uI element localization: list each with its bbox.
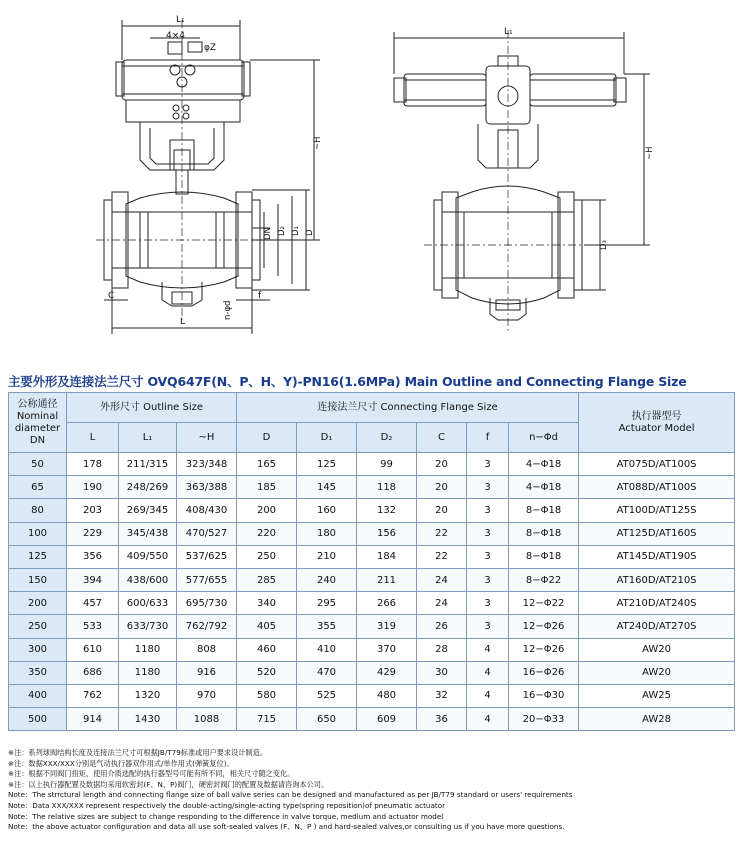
table-cell: AT125D/AT160S xyxy=(579,522,735,545)
table-cell: 762 xyxy=(67,684,119,707)
table-cell: 4 xyxy=(467,708,509,731)
table-cell: AT075D/AT100S xyxy=(579,453,735,476)
table-cell: 3 xyxy=(467,592,509,615)
left-front-view xyxy=(96,20,320,334)
table-cell: 537/625 xyxy=(177,545,237,568)
table-cell: 211 xyxy=(357,568,417,591)
table-row xyxy=(9,499,735,522)
table-row xyxy=(9,568,735,591)
table-cell: 1088 xyxy=(177,708,237,731)
dim-label-h-right: ~H xyxy=(645,146,655,160)
table-cell: 248/269 xyxy=(119,476,177,499)
table-cell: 3 xyxy=(467,476,509,499)
table-row xyxy=(9,615,735,638)
table-cell: 363/388 xyxy=(177,476,237,499)
dim-label-n-phi-d: n-φd xyxy=(223,300,233,320)
table-cell: 470/527 xyxy=(177,522,237,545)
valve-technical-drawings xyxy=(0,0,739,352)
table-cell: 1180 xyxy=(119,638,177,661)
right-side-view xyxy=(394,30,650,334)
table-cell: 8−Φ18 xyxy=(509,499,579,522)
table-cell: 24 xyxy=(417,568,467,591)
table-cell: 8−Φ22 xyxy=(509,568,579,591)
table-cell: 132 xyxy=(357,499,417,522)
dn-cell: 100 xyxy=(9,522,67,545)
table-cell: 4−Φ18 xyxy=(509,476,579,499)
table-cell: AW20 xyxy=(579,638,735,661)
table-cell: 220 xyxy=(237,522,297,545)
table-row xyxy=(9,638,735,661)
table-cell: 22 xyxy=(417,545,467,568)
dn-cell: 400 xyxy=(9,684,67,707)
table-cell: 125 xyxy=(297,453,357,476)
table-cell: 36 xyxy=(417,708,467,731)
table-cell: 22 xyxy=(417,522,467,545)
dn-cell: 250 xyxy=(9,615,67,638)
table-cell: AW20 xyxy=(579,661,735,684)
table-cell: 533 xyxy=(67,615,119,638)
table-cell: 695/730 xyxy=(177,592,237,615)
column-header: L₁ xyxy=(119,423,177,453)
table-cell: 319 xyxy=(357,615,417,638)
table-cell: AT240D/AT270S xyxy=(579,615,735,638)
table-cell: 12−Φ26 xyxy=(509,615,579,638)
table-row xyxy=(9,592,735,615)
table-row xyxy=(9,661,735,684)
dim-label-h-left: ~H xyxy=(313,136,323,150)
table-cell: 408/430 xyxy=(177,499,237,522)
note-line: ※注：系列球阀结构长度及连接法兰尺寸可根据JB/T79标准或用户要求设计制造。 xyxy=(8,748,268,757)
dim-label-f: f xyxy=(258,291,262,301)
table-cell: 99 xyxy=(357,453,417,476)
table-cell: 24 xyxy=(417,592,467,615)
column-header: L xyxy=(67,423,119,453)
note-line: ※注：数据XXX/XXX分别是气动执行器双作用式/单作用式(弹簧复位)。 xyxy=(8,758,234,768)
dn-cell: 300 xyxy=(9,638,67,661)
table-row xyxy=(9,708,735,731)
column-header: f xyxy=(467,423,509,453)
table-row xyxy=(9,545,735,568)
table-cell: 323/348 xyxy=(177,453,237,476)
table-cell: 460 xyxy=(237,638,297,661)
table-cell: 165 xyxy=(237,453,297,476)
table-cell: 480 xyxy=(357,684,417,707)
table-cell: 26 xyxy=(417,615,467,638)
table-cell: 580 xyxy=(237,684,297,707)
table-cell: 3 xyxy=(467,499,509,522)
table-cell: 3 xyxy=(467,615,509,638)
table-cell: 600/633 xyxy=(119,592,177,615)
dn-cell: 125 xyxy=(9,545,67,568)
table-cell: 610 xyxy=(67,638,119,661)
table-cell: 1430 xyxy=(119,708,177,731)
table-cell: 8−Φ18 xyxy=(509,522,579,545)
note-line: Note：The strrctural length and connecting flange size of ball valve series can be designed and manufactured as per JB/T79 standard or users' requirements xyxy=(8,790,573,800)
dn-cell: 200 xyxy=(9,592,67,615)
dim-label-d1: D₁ xyxy=(291,226,301,236)
table-cell: 356 xyxy=(67,545,119,568)
table-cell: AT145D/AT190S xyxy=(579,545,735,568)
table-cell: 650 xyxy=(297,708,357,731)
dim-label-dn: DN xyxy=(263,227,273,240)
table-cell: 370 xyxy=(357,638,417,661)
column-header: D₂ xyxy=(357,423,417,453)
table-cell: AW28 xyxy=(579,708,735,731)
column-header: C xyxy=(417,423,467,453)
dn-cell: 50 xyxy=(9,453,67,476)
table-cell: 715 xyxy=(237,708,297,731)
table-cell: 12−Φ26 xyxy=(509,638,579,661)
table-cell: 4−Φ18 xyxy=(509,453,579,476)
table-cell: 240 xyxy=(297,568,357,591)
table-cell: 269/345 xyxy=(119,499,177,522)
table-cell: 16−Φ26 xyxy=(509,661,579,684)
table-cell: 409/550 xyxy=(119,545,177,568)
table-cell: 916 xyxy=(177,661,237,684)
table-cell: 20 xyxy=(417,499,467,522)
table-cell: 686 xyxy=(67,661,119,684)
dim-label-c: C xyxy=(108,291,115,301)
table-cell: 970 xyxy=(177,684,237,707)
connecting-flange-header: 连接法兰尺寸 Connecting Flange Size xyxy=(237,393,579,423)
actuator-model-header: 执行器型号 Actuator Model xyxy=(579,393,735,453)
table-cell: 340 xyxy=(237,592,297,615)
table-cell: 185 xyxy=(237,476,297,499)
table-cell: 30 xyxy=(417,661,467,684)
table-row xyxy=(9,522,735,545)
dim-label-4x4: 4×4 xyxy=(166,31,185,41)
table-cell: 525 xyxy=(297,684,357,707)
table-cell: 609 xyxy=(357,708,417,731)
dim-label-d2: D₂ xyxy=(277,226,287,236)
column-header: n−Φd xyxy=(509,423,579,453)
table-cell: 211/315 xyxy=(119,453,177,476)
table-cell: 32 xyxy=(417,684,467,707)
flange-size-table xyxy=(8,392,735,731)
table-cell: 200 xyxy=(237,499,297,522)
table-cell: 20 xyxy=(417,453,467,476)
table-cell: 457 xyxy=(67,592,119,615)
table-row xyxy=(9,453,735,476)
table-cell: 762/792 xyxy=(177,615,237,638)
column-header: D xyxy=(237,423,297,453)
table-row xyxy=(9,684,735,707)
dn-cell: 65 xyxy=(9,476,67,499)
table-title: 主要外形及连接法兰尺寸 OVQ647F(N、P、H、Y)-PN16(1.6MPa) Main Outline and Connecting Flange Size xyxy=(8,374,687,389)
column-header: D₁ xyxy=(297,423,357,453)
note-line: Note：the above actuator configuration and data all use soft-sealed valves (F、N、P ) and hard-sealed valves,or consulting us if you have more questions. xyxy=(8,822,565,832)
dn-header: 公称通径 Nominal diameter DN xyxy=(9,393,67,453)
dim-label-phi-z: φZ xyxy=(204,43,217,53)
dn-cell: 80 xyxy=(9,499,67,522)
table-cell: 914 xyxy=(67,708,119,731)
table-cell: AW25 xyxy=(579,684,735,707)
table-cell: 394 xyxy=(67,568,119,591)
table-cell: 190 xyxy=(67,476,119,499)
table-cell: AT210D/AT240S xyxy=(579,592,735,615)
table-cell: 203 xyxy=(67,499,119,522)
table-cell: 577/655 xyxy=(177,568,237,591)
table-cell: AT100D/AT125S xyxy=(579,499,735,522)
dn-cell: 500 xyxy=(9,708,67,731)
table-cell: 438/600 xyxy=(119,568,177,591)
table-cell: 345/438 xyxy=(119,522,177,545)
dim-label-l: L xyxy=(180,317,186,327)
table-cell: 4 xyxy=(467,661,509,684)
dn-cell: 350 xyxy=(9,661,67,684)
table-cell: 633/730 xyxy=(119,615,177,638)
table-cell: 355 xyxy=(297,615,357,638)
dim-label-l1: L₁ xyxy=(176,15,185,25)
table-cell: 145 xyxy=(297,476,357,499)
note-line: Note：Data XXX/XXX represent respectively the double-acting/single-acting type(spring reposition)of pneumatic actuator xyxy=(8,800,446,810)
table-cell: 180 xyxy=(297,522,357,545)
dn-cell: 150 xyxy=(9,568,67,591)
table-cell: 1180 xyxy=(119,661,177,684)
table-cell: 808 xyxy=(177,638,237,661)
table-cell: 229 xyxy=(67,522,119,545)
dim-label-d: D xyxy=(305,229,315,236)
table-cell: AT160D/AT210S xyxy=(579,568,735,591)
table-cell: 210 xyxy=(297,545,357,568)
table-cell: 3 xyxy=(467,545,509,568)
note-line: ※注：以上执行器配置及数据均采用软密封(F、N、P)阀门，硬密封阀门的配置及数据请咨询本公司。 xyxy=(8,779,329,789)
table-cell: 160 xyxy=(297,499,357,522)
table-cell: 28 xyxy=(417,638,467,661)
table-row xyxy=(9,476,735,499)
column-header: ~H xyxy=(177,423,237,453)
table-cell: 410 xyxy=(297,638,357,661)
table-cell: 250 xyxy=(237,545,297,568)
note-line: Note：The relative sizes are subject to change responding to the difference in valve torque, medium and actuator model xyxy=(8,811,444,821)
table-cell: 520 xyxy=(237,661,297,684)
table-cell: AT088D/AT100S xyxy=(579,476,735,499)
table-cell: 266 xyxy=(357,592,417,615)
table-cell: 12−Φ22 xyxy=(509,592,579,615)
dim-label-d3: D₃ xyxy=(599,240,609,250)
table-cell: 178 xyxy=(67,453,119,476)
table-cell: 3 xyxy=(467,522,509,545)
table-cell: 295 xyxy=(297,592,357,615)
dim-label-l1-right: L₁ xyxy=(504,27,513,37)
notes-section xyxy=(8,748,736,833)
table-cell: 184 xyxy=(357,545,417,568)
table-cell: 285 xyxy=(237,568,297,591)
table-cell: 156 xyxy=(357,522,417,545)
table-cell: 20 xyxy=(417,476,467,499)
table-cell: 405 xyxy=(237,615,297,638)
table-cell: 20−Φ33 xyxy=(509,708,579,731)
table-cell: 16−Φ30 xyxy=(509,684,579,707)
outline-size-header: 外形尺寸 Outline Size xyxy=(67,393,237,423)
table-cell: 470 xyxy=(297,661,357,684)
table-cell: 8−Φ18 xyxy=(509,545,579,568)
table-cell: 4 xyxy=(467,684,509,707)
table-body xyxy=(9,453,735,731)
note-line: ※注：根据不同阀门扭矩、使用介质选配的执行器型号可能有所不同，相关尺寸随之变化。 xyxy=(8,769,295,779)
table-cell: 3 xyxy=(467,453,509,476)
table-cell: 3 xyxy=(467,568,509,591)
table-cell: 1320 xyxy=(119,684,177,707)
table-cell: 118 xyxy=(357,476,417,499)
table-cell: 429 xyxy=(357,661,417,684)
table-cell: 4 xyxy=(467,638,509,661)
